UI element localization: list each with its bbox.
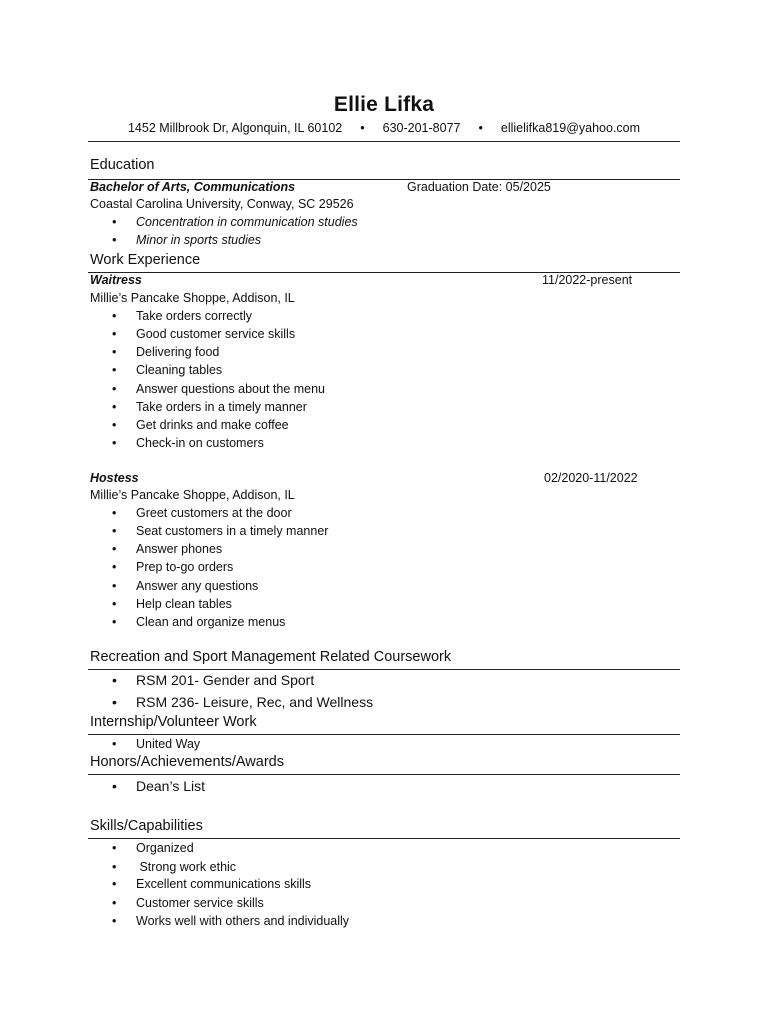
list-item: • Cleaning tables: [112, 363, 223, 377]
degree: Bachelor of Arts, Communications: [90, 180, 296, 194]
job-title: Waitress: [90, 273, 142, 287]
list-item: • Check-in on customers: [112, 436, 264, 450]
graduation-date: Graduation Date: 05/2025: [407, 180, 551, 194]
job-title: Hostess: [90, 471, 139, 485]
list-item: • Clean and organize menus: [112, 615, 286, 629]
bullet-separator: •: [478, 121, 483, 135]
employer: Millie’s Pancake Shoppe, Addison, IL: [90, 488, 295, 502]
list-item: • Greet customers at the door: [112, 506, 292, 520]
section-heading-honors: Honors/Achievements/Awards: [90, 754, 284, 770]
list-item: • Seat customers in a timely manner: [112, 524, 329, 538]
list-item: • Answer questions about the menu: [112, 382, 326, 396]
divider: [88, 838, 680, 839]
list-item: • Delivering food: [112, 345, 220, 359]
list-item: • RSM 236- Leisure, Rec, and Wellness: [112, 694, 374, 710]
job-dates: 11/2022-present: [542, 273, 633, 287]
divider: [88, 774, 680, 775]
list-item: • Concentration in communication studies: [112, 215, 358, 229]
list-item: • Strong work ethic: [112, 860, 237, 874]
list-item: • Organized: [112, 841, 194, 855]
list-item: • United Way: [112, 737, 201, 751]
list-item: • Works well with others and individually: [112, 914, 350, 928]
list-item: • Get drinks and make coffee: [112, 418, 289, 432]
resume-name: Ellie Lifka: [333, 93, 435, 116]
list-item: • Answer phones: [112, 542, 223, 556]
list-item: • Help clean tables: [112, 597, 232, 611]
phone: 630-201-8077: [382, 121, 461, 135]
list-item: • Take orders correctly: [112, 309, 253, 323]
divider: [88, 734, 680, 735]
divider: [88, 141, 680, 142]
list-item: • Minor in sports studies: [112, 233, 262, 247]
list-item: • Dean’s List: [112, 778, 206, 794]
list-item: • Excellent communications skills: [112, 877, 312, 891]
section-heading-education: Education: [90, 157, 155, 173]
job-dates: 02/2020-11/2022: [544, 471, 638, 485]
email: ellielifka819@yahoo.com: [500, 121, 641, 135]
list-item: • Good customer service skills: [112, 327, 296, 341]
section-heading-coursework: Recreation and Sport Management Related Coursework: [90, 649, 452, 665]
section-heading-skills: Skills/Capabilities: [90, 818, 203, 834]
list-item: • RSM 201- Gender and Sport: [112, 672, 315, 688]
bullet-separator: •: [360, 121, 365, 135]
address: 1452 Millbrook Dr, Algonquin, IL 60102: [127, 121, 343, 135]
list-item: • Customer service skills: [112, 896, 264, 910]
divider: [88, 669, 680, 670]
employer: Millie’s Pancake Shoppe, Addison, IL: [90, 291, 295, 305]
list-item: • Prep to-go orders: [112, 560, 234, 574]
list-item: • Take orders in a timely manner: [112, 400, 307, 414]
contact-line: [0, 121, 768, 135]
list-item: • Answer any questions: [112, 579, 259, 593]
section-heading-work: Work Experience: [90, 252, 201, 268]
school: Coastal Carolina University, Conway, SC 29526: [90, 197, 354, 211]
section-heading-internship: Internship/Volunteer Work: [90, 714, 257, 730]
